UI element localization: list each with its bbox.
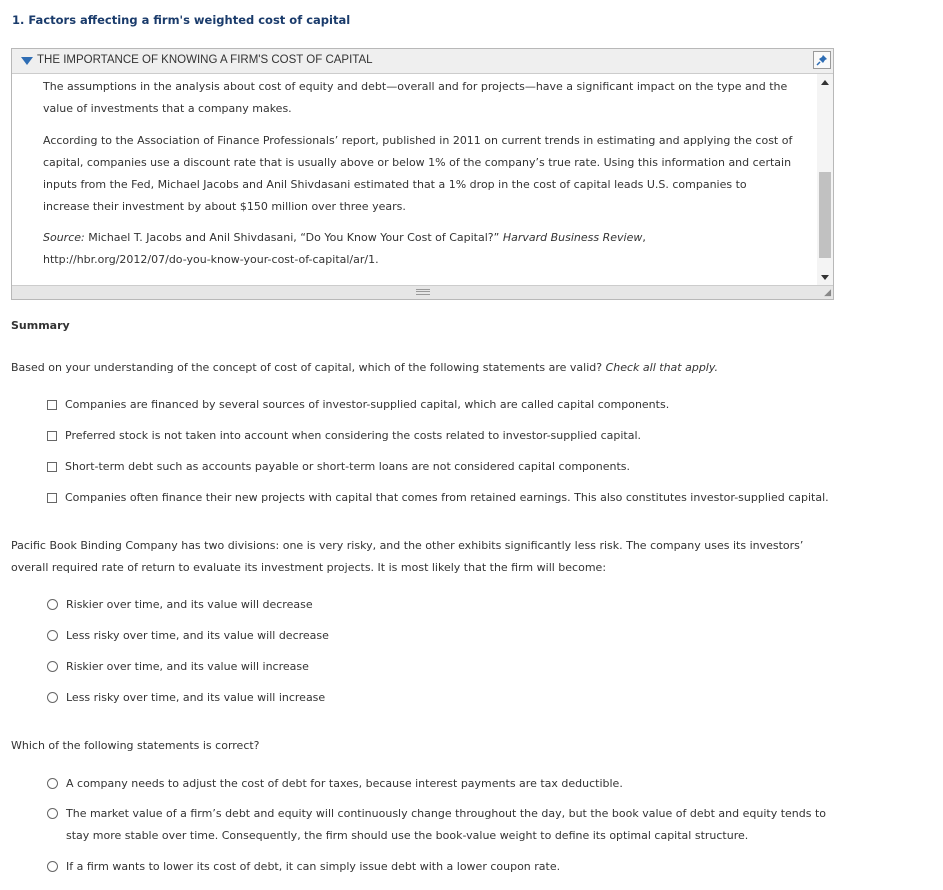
- scroll-down-arrow-icon[interactable]: [821, 275, 829, 280]
- checkbox[interactable]: [47, 400, 57, 410]
- radio-button[interactable]: [47, 778, 58, 789]
- radio-button[interactable]: [47, 861, 58, 872]
- q1-option-2[interactable]: [47, 425, 641, 447]
- q3-option-2-label: The market value of a firm’s debt and equity will continuously change throughout the day, but the book value of debt and equity tends to stay more stable over time. Consequently, the firm should use the book-value weight to define its optimal capital structure.: [66, 807, 826, 842]
- panel-header[interactable]: [12, 49, 833, 74]
- radio-button[interactable]: [47, 630, 58, 641]
- q3-option-3[interactable]: [47, 856, 560, 878]
- checkbox[interactable]: [47, 462, 57, 472]
- q1-option-2-label: Preferred stock is not taken into account when considering the costs related to investor-supplied capital.: [65, 429, 642, 442]
- q2-option-3-label: Riskier over time, and its value will increase: [66, 660, 309, 673]
- checkbox[interactable]: [47, 493, 57, 503]
- q3-option-2[interactable]: [47, 803, 826, 847]
- source-journal: Harvard Business Review: [502, 231, 643, 244]
- radio-button[interactable]: [47, 599, 58, 610]
- q1-option-3-label: Short-term debt such as accounts payable or short-term loans are not considered capital components.: [65, 460, 631, 473]
- q1-prompt-text: Based on your understanding of the concept of cost of capital, which of the following statements are valid?: [11, 361, 606, 374]
- source-url: http://hbr.org/2012/07/do-you-know-your-cost-of-capital/ar/1.: [43, 253, 379, 266]
- q2-option-3[interactable]: [47, 656, 309, 678]
- pin-icon: [816, 54, 828, 66]
- panel-paragraph-1: The assumptions in the analysis about cost of equity and debt—overall and for projects—have a significant impact on the type and the value of investments that a company makes.: [43, 80, 788, 115]
- panel-footer: [12, 285, 833, 299]
- radio-button[interactable]: [47, 692, 58, 703]
- panel-title: THE IMPORTANCE OF KNOWING A FIRM'S COST OF CAPITAL: [37, 54, 373, 66]
- panel-source: [43, 227, 793, 271]
- scrollbar-thumb[interactable]: [819, 172, 831, 258]
- q2-prompt: Pacific Book Binding Company has two divisions: one is very risky, and the other exhibits significantly less risk. The company uses its investors’ overall required rate of return to evaluate its investment projects. It is most likely that the firm will become:: [11, 539, 804, 574]
- pin-button[interactable]: [813, 51, 831, 69]
- q1-prompt: [11, 357, 841, 379]
- info-panel: [11, 48, 834, 300]
- q2-option-4-label: Less risky over time, and its value will increase: [66, 691, 326, 704]
- resize-handle-icon[interactable]: ◢: [824, 288, 831, 298]
- q3-prompt: Which of the following statements is correct?: [11, 739, 260, 752]
- question-title: 1. Factors affecting a firm's weighted cost of capital: [12, 13, 351, 27]
- source-label: Source:: [43, 231, 85, 244]
- panel-paragraph-2: According to the Association of Finance Professionals’ report, published in 2011 on current trends in estimating and applying the cost of capital, companies use a discount rate that is usually above or below 1% of the company’s true rate. Using this information and certain inputs from the Fed, Michael Jacobs and Anil Shivdasani estimated that a 1% drop in the cost of capital leads U.S. companies to increase their investment by about $150 million over three years.: [43, 134, 793, 213]
- checkbox[interactable]: [47, 431, 57, 441]
- radio-button[interactable]: [47, 808, 58, 819]
- q2-option-2-label: Less risky over time, and its value will decrease: [66, 629, 329, 642]
- drag-grip-icon[interactable]: [416, 289, 430, 295]
- q1-option-1[interactable]: [47, 394, 669, 416]
- q1-option-4-label: Companies often finance their new projects with capital that comes from retained earnings. This also constitutes investor-supplied capital.: [65, 491, 829, 504]
- q2-option-1[interactable]: [47, 594, 313, 616]
- source-authors: Michael T. Jacobs and Anil Shivdasani, “Do You Know Your Cost of Capital?”: [84, 231, 503, 244]
- q2-option-2[interactable]: [47, 625, 329, 647]
- panel-content: [12, 74, 818, 286]
- q1-prompt-hint: Check all that apply.: [605, 361, 719, 374]
- radio-button[interactable]: [47, 661, 58, 672]
- q1-option-1-label: Companies are financed by several sources of investor-supplied capital, which are called capital components.: [65, 398, 670, 411]
- summary-heading: Summary: [11, 319, 70, 332]
- q1-option-4[interactable]: [47, 487, 829, 509]
- q3-option-1[interactable]: [47, 773, 623, 795]
- source-comma: ,: [642, 231, 646, 244]
- q1-option-3[interactable]: [47, 456, 630, 478]
- q2-option-1-label: Riskier over time, and its value will decrease: [66, 598, 313, 611]
- collapse-triangle-icon[interactable]: [21, 57, 33, 65]
- q3-option-3-label: If a firm wants to lower its cost of debt, it can simply issue debt with a lower coupon rate.: [66, 860, 561, 873]
- scroll-up-arrow-icon[interactable]: [821, 80, 829, 85]
- panel-scrollbar[interactable]: [817, 74, 833, 286]
- q3-option-1-label: A company needs to adjust the cost of debt for taxes, because interest payments are tax deductible.: [66, 777, 623, 790]
- q2-option-4[interactable]: [47, 687, 325, 709]
